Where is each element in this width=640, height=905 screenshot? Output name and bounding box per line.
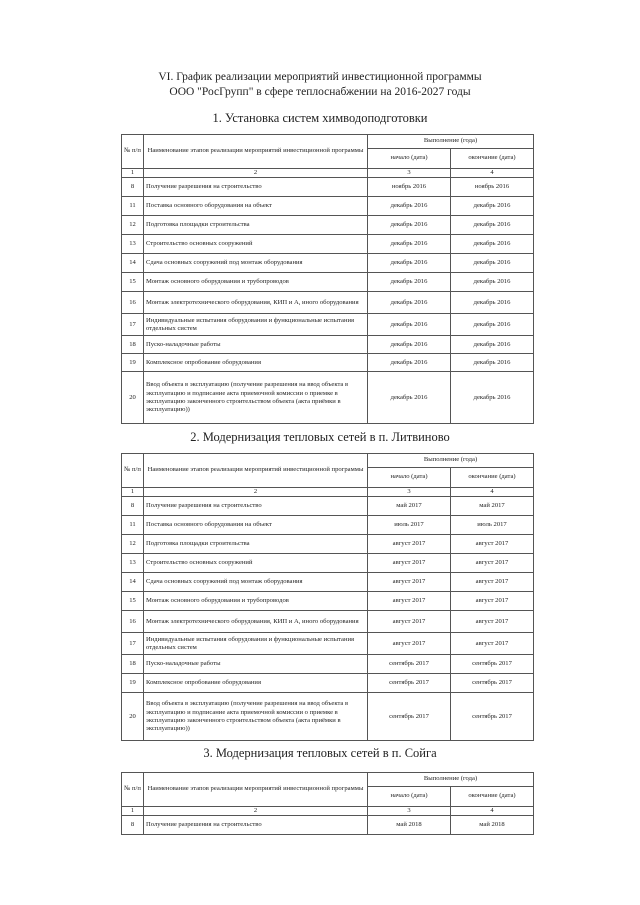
schedule-table-soyga [121, 772, 534, 835]
row-start-date: сентябрь 2017 [368, 693, 451, 741]
row-end-date: декабрь 2016 [451, 372, 534, 424]
row-number: 18 [122, 655, 144, 674]
header-execution: Выполнение (года) [368, 773, 534, 787]
row-start-date: декабрь 2016 [368, 197, 451, 216]
column-number-row [122, 488, 534, 497]
row-stage-name: Поставка основного оборудования на объект [144, 197, 368, 216]
header-stage-name: Наименование этапов реализации мероприятий инвестиционной программы [144, 454, 368, 488]
table-row [122, 816, 534, 835]
row-end-date: май 2018 [451, 816, 534, 835]
column-number: 3 [368, 807, 451, 816]
row-start-date: декабрь 2016 [368, 216, 451, 235]
column-number: 1 [122, 488, 144, 497]
header-stage-name: Наименование этапов реализации мероприятий инвестиционной программы [144, 773, 368, 807]
table-row [122, 254, 534, 273]
row-stage-name: Подготовка площадки строительства [144, 535, 368, 554]
row-number: 14 [122, 254, 144, 273]
table-header-row [122, 135, 534, 149]
header-start-date: начало (дата) [368, 468, 451, 488]
row-number: 17 [122, 314, 144, 336]
row-end-date: декабрь 2016 [451, 197, 534, 216]
table-row [122, 178, 534, 197]
document-title-line-1: VI. График реализации мероприятий инвестиционной программы [158, 71, 482, 83]
row-number: 14 [122, 573, 144, 592]
row-start-date: декабрь 2016 [368, 336, 451, 354]
row-start-date: декабрь 2016 [368, 235, 451, 254]
row-start-date: май 2018 [368, 816, 451, 835]
row-number: 12 [122, 535, 144, 554]
table-row [122, 314, 534, 336]
row-end-date: сентябрь 2017 [451, 655, 534, 674]
row-end-date: май 2017 [451, 497, 534, 516]
row-start-date: май 2017 [368, 497, 451, 516]
row-stage-name: Получение разрешения на строительство [144, 816, 368, 835]
column-number: 3 [368, 488, 451, 497]
row-start-date: декабрь 2016 [368, 354, 451, 372]
table-row [122, 693, 534, 741]
column-number: 2 [144, 488, 368, 497]
row-start-date: август 2017 [368, 592, 451, 611]
row-number: 20 [122, 372, 144, 424]
header-stage-name: Наименование этапов реализации мероприятий инвестиционной программы [144, 135, 368, 169]
column-number: 4 [451, 807, 534, 816]
row-number: 8 [122, 497, 144, 516]
document-title-line-2: ООО "РосГрупп" в сфере теплоснабжении на 2016-2027 годы [169, 86, 471, 98]
column-number: 3 [368, 169, 451, 178]
row-number: 8 [122, 178, 144, 197]
row-number: 18 [122, 336, 144, 354]
row-end-date: август 2017 [451, 554, 534, 573]
header-end-date: окончание (дата) [451, 787, 534, 807]
schedule-table-water-treatment [121, 134, 534, 424]
column-number-row [122, 807, 534, 816]
row-number: 16 [122, 292, 144, 314]
row-stage-name: Монтаж основного оборудования и трубопроводов [144, 273, 368, 292]
schedule-table-litvinovo [121, 453, 534, 741]
header-execution: Выполнение (года) [368, 454, 534, 468]
row-end-date: декабрь 2016 [451, 336, 534, 354]
table-row [122, 372, 534, 424]
row-start-date: август 2017 [368, 573, 451, 592]
row-end-date: декабрь 2016 [451, 254, 534, 273]
row-start-date: декабрь 2016 [368, 254, 451, 273]
row-start-date: декабрь 2016 [368, 314, 451, 336]
table-row [122, 216, 534, 235]
row-stage-name: Сдача основных сооружений под монтаж оборудования [144, 254, 368, 273]
table-row [122, 336, 534, 354]
row-end-date: сентябрь 2017 [451, 674, 534, 693]
row-number: 12 [122, 216, 144, 235]
row-stage-name: Монтаж электротехнического оборудования, КИП и А, иного оборудования [144, 611, 368, 633]
table-row [122, 554, 534, 573]
table-row [122, 611, 534, 633]
row-stage-name: Получение разрешения на строительство [144, 497, 368, 516]
row-end-date: июль 2017 [451, 516, 534, 535]
row-number: 19 [122, 674, 144, 693]
row-end-date: август 2017 [451, 573, 534, 592]
table-header-row [122, 773, 534, 787]
column-number: 4 [451, 169, 534, 178]
table-row [122, 674, 534, 693]
table-row [122, 592, 534, 611]
row-end-date: сентябрь 2017 [451, 693, 534, 741]
header-start-date: начало (дата) [368, 149, 451, 169]
row-stage-name: Пуско-наладочные работы [144, 336, 368, 354]
row-number: 11 [122, 516, 144, 535]
row-number: 13 [122, 235, 144, 254]
row-start-date: декабрь 2016 [368, 372, 451, 424]
section-title-water-treatment: 1. Установка систем химводоподготовки [212, 111, 428, 125]
header-start-date: начало (дата) [368, 787, 451, 807]
table-row [122, 516, 534, 535]
table-row [122, 655, 534, 674]
row-stage-name: Поставка основного оборудования на объект [144, 516, 368, 535]
row-number: 16 [122, 611, 144, 633]
row-start-date: июль 2017 [368, 516, 451, 535]
header-execution: Выполнение (года) [368, 135, 534, 149]
table-row [122, 354, 534, 372]
row-stage-name: Монтаж основного оборудования и трубопроводов [144, 592, 368, 611]
row-number: 8 [122, 816, 144, 835]
table-row [122, 292, 534, 314]
table-row [122, 633, 534, 655]
row-number: 13 [122, 554, 144, 573]
column-number-row [122, 169, 534, 178]
row-stage-name: Подготовка площадки строительства [144, 216, 368, 235]
column-number: 1 [122, 169, 144, 178]
section-title-soyga: 3. Модернизация тепловых сетей в п. Сойга [203, 746, 437, 760]
header-number: № п/п [122, 773, 144, 807]
section-title-litvinovo: 2. Модернизация тепловых сетей в п. Литвиново [190, 430, 450, 444]
row-number: 17 [122, 633, 144, 655]
row-stage-name: Комплексное опробование оборудования [144, 674, 368, 693]
row-start-date: декабрь 2016 [368, 292, 451, 314]
row-stage-name: Индивидуальные испытания оборудования и функциональные испытания отдельных систем [144, 314, 368, 336]
row-stage-name: Монтаж электротехнического оборудования, КИП и А, иного оборудования [144, 292, 368, 314]
row-stage-name: Ввод объекта в эксплуатацию (получение разрешения на ввод объекта в эксплуатацию и подписание акта приемочной комиссии о приемке в эксплуатацию законченного строительством объекта (акта приёмки в эксплуатацию)) [144, 693, 368, 741]
row-end-date: декабрь 2016 [451, 235, 534, 254]
header-end-date: окончание (дата) [451, 149, 534, 169]
row-end-date: декабрь 2016 [451, 314, 534, 336]
row-start-date: август 2017 [368, 633, 451, 655]
row-end-date: декабрь 2016 [451, 273, 534, 292]
row-number: 11 [122, 197, 144, 216]
table-header-row [122, 454, 534, 468]
header-number: № п/п [122, 454, 144, 488]
row-stage-name: Сдача основных сооружений под монтаж оборудования [144, 573, 368, 592]
row-end-date: ноябрь 2016 [451, 178, 534, 197]
table-row [122, 273, 534, 292]
row-number: 19 [122, 354, 144, 372]
row-start-date: декабрь 2016 [368, 273, 451, 292]
row-start-date: август 2017 [368, 554, 451, 573]
row-number: 20 [122, 693, 144, 741]
column-number: 4 [451, 488, 534, 497]
column-number: 2 [144, 169, 368, 178]
row-start-date: август 2017 [368, 535, 451, 554]
row-end-date: август 2017 [451, 611, 534, 633]
row-number: 15 [122, 592, 144, 611]
row-end-date: август 2017 [451, 592, 534, 611]
row-stage-name: Ввод объекта в эксплуатацию (получение разрешения на ввод объекта в эксплуатацию и подписание акта приемочной комиссии о приемке в эксплуатацию законченного строительством объекта (акта приёмки в эксплуатацию)) [144, 372, 368, 424]
row-start-date: ноябрь 2016 [368, 178, 451, 197]
table-row [122, 197, 534, 216]
table-row [122, 535, 534, 554]
row-start-date: сентябрь 2017 [368, 674, 451, 693]
table-row [122, 497, 534, 516]
table-row [122, 573, 534, 592]
row-stage-name: Строительство основных сооружений [144, 554, 368, 573]
table-row [122, 235, 534, 254]
row-end-date: декабрь 2016 [451, 354, 534, 372]
row-stage-name: Индивидуальные испытания оборудования и функциональные испытания отдельных систем [144, 633, 368, 655]
column-number: 1 [122, 807, 144, 816]
row-stage-name: Строительство основных сооружений [144, 235, 368, 254]
row-stage-name: Комплексное опробование оборудования [144, 354, 368, 372]
header-number: № п/п [122, 135, 144, 169]
row-stage-name: Пуско-наладочные работы [144, 655, 368, 674]
row-end-date: декабрь 2016 [451, 216, 534, 235]
column-number: 2 [144, 807, 368, 816]
row-stage-name: Получение разрешения на строительство [144, 178, 368, 197]
row-start-date: август 2017 [368, 611, 451, 633]
row-start-date: сентябрь 2017 [368, 655, 451, 674]
row-end-date: август 2017 [451, 633, 534, 655]
header-end-date: окончание (дата) [451, 468, 534, 488]
row-end-date: декабрь 2016 [451, 292, 534, 314]
row-number: 15 [122, 273, 144, 292]
row-end-date: август 2017 [451, 535, 534, 554]
